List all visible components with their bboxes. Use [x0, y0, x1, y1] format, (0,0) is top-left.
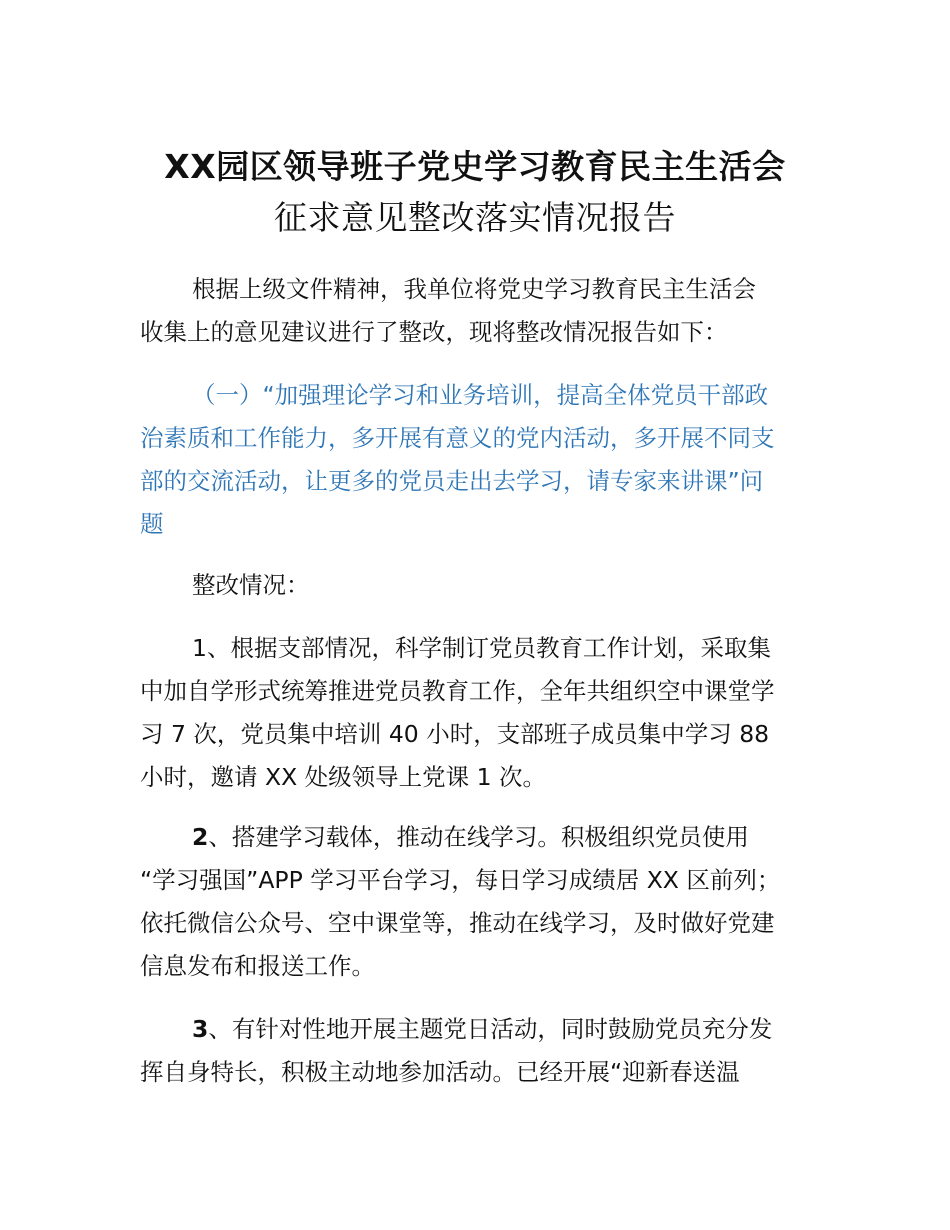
- item-line: 小时，邀请 XX 处级领导上党课 1 次。: [140, 763, 547, 791]
- intro-line: 根据上级文件精神，我单位将党史学习教育民主生活会: [192, 275, 756, 303]
- document-title-line-1: XX园区领导班子党史学习教育民主生活会: [164, 147, 786, 186]
- heading-line: 部的交流活动，让更多的党员走出去学习，请专家来讲课”问: [140, 467, 764, 495]
- heading-line: （一）“加强理论学习和业务培训，提高全体党员干部政: [192, 381, 769, 409]
- item-first-text: 、搭建学习载体，推动在线学习。积极组织党员使用: [208, 823, 749, 851]
- item-first-line: [140, 816, 820, 859]
- item-line: 信息发布和报送工作。: [140, 952, 375, 980]
- section-1-heading: [140, 374, 820, 546]
- heading-line: 治素质和工作能力，多开展有意义的党内活动，多开展不同支: [140, 424, 775, 452]
- rectification-label-text: 整改情况：: [192, 571, 310, 599]
- item-1-paragraph: [140, 627, 820, 799]
- item-first-line: [140, 1008, 820, 1051]
- intro-line: 收集上的意见建议进行了整改，现将整改情况报告如下：: [140, 318, 728, 346]
- item-line: 依托微信公众号、空中课堂等，推动在线学习，及时做好党建: [140, 909, 775, 937]
- item-number: 2: [192, 823, 209, 851]
- item-first-text: 、有针对性地开展主题党日活动，同时鼓励党员充分发: [208, 1015, 773, 1043]
- item-3-paragraph: [140, 1008, 820, 1094]
- heading-line: 题: [140, 510, 164, 538]
- item-line: “学习强国”APP 学习平台学习，每日学习成绩居 XX 区前列；: [140, 866, 781, 894]
- item-line: 挥自身特长，积极主动地参加活动。已经开展“迎新春送温: [140, 1058, 740, 1086]
- item-2-paragraph: [140, 816, 820, 988]
- document-title-line-2: 征求意见整改落实情况报告: [274, 198, 676, 237]
- intro-paragraph: [140, 268, 820, 354]
- item-line: 1、根据支部情况，科学制订党员教育工作计划，采取集: [192, 634, 771, 662]
- item-number: 3: [192, 1015, 209, 1043]
- item-line: 中加自学形式统筹推进党员教育工作，全年共组织空中课堂学: [140, 677, 775, 705]
- item-line: 习 7 次，党员集中培训 40 小时，支部班子成员集中学习 88: [140, 720, 770, 748]
- rectification-label: [140, 564, 820, 607]
